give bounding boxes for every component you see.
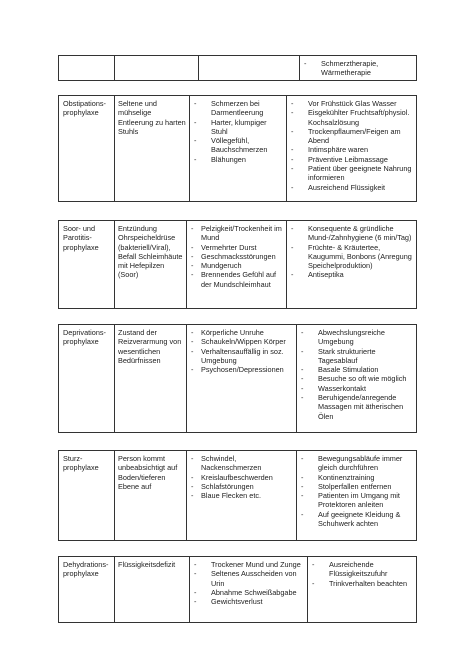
list-item: - Mundgeruch — [190, 261, 283, 270]
symptoms-cell — [199, 56, 300, 81]
list-item: - Konsequente & gründliche Mund-/Zahnhygiene (6 min/Tag) — [290, 224, 413, 243]
list-item: - Trockener Mund und Zunge — [193, 560, 304, 569]
table-row — [59, 221, 417, 309]
prophylaxe-table — [58, 95, 417, 202]
measures-cell — [287, 221, 417, 309]
list-item: - Blaue Flecken etc. — [190, 491, 293, 500]
symptoms-cell — [187, 325, 297, 433]
list-item: - Beruhigende/anregende Massagen mit ätherischen Ölen — [300, 393, 413, 421]
table-row — [59, 557, 417, 623]
cause-cell: Flüssigkeitsdefizit — [115, 557, 190, 623]
measures-cell — [297, 451, 417, 541]
prophylaxe-table — [58, 450, 417, 541]
prophylaxe-table — [58, 220, 417, 309]
prophylaxe-name: Dehydrations- prophylaxe — [59, 557, 115, 623]
list-item: - Kontinenztraining — [300, 473, 413, 482]
list-item: - Patient über geeignete Nahrung informieren — [290, 164, 413, 183]
list-item: - Kreislaufbeschwerden — [190, 473, 293, 482]
list-item: - Geschmacksstörungen — [190, 252, 283, 261]
cause-cell: Seltene und mühselige Entleerung zu harten Stuhls — [115, 96, 190, 202]
measures-cell — [300, 56, 417, 81]
list-item: - Pelzigkeit/Trockenheit im Mund — [190, 224, 283, 243]
list-item: - Psychosen/Depressionen — [190, 365, 293, 374]
cause-cell — [115, 56, 199, 81]
list-item: - Blähungen — [193, 155, 283, 164]
list-item: - Antiseptika — [290, 270, 413, 279]
prophylaxe-name — [59, 56, 115, 81]
list-item: - Seltenes Ausscheiden von Urin — [193, 569, 304, 588]
prophylaxe-name: Soor- und Parotitis- prophylaxe — [59, 221, 115, 309]
list-item: - Harter, klumpiger Stuhl — [193, 118, 283, 137]
list-item: - Abwechslungsreiche Umgebung — [300, 328, 413, 347]
prophylaxe-table — [58, 55, 417, 81]
list-item: - Besuche so oft wie möglich — [300, 374, 413, 383]
list-item: - Patienten im Umgang mit Protektoren anleiten — [300, 491, 413, 510]
symptoms-cell — [187, 451, 297, 541]
cause-cell: Person kommt unbeabsichtigt auf Boden/tieferen Ebene auf — [115, 451, 187, 541]
list-item: - Vermehrter Durst — [190, 243, 283, 252]
list-item: - Ausreichend Flüssigkeit — [290, 183, 413, 192]
list-item: - Früchte- & Kräutertee, Kaugummi, Bonbons (Anregung Speichelproduktion) — [290, 243, 413, 271]
list-item: - Schlafstörungen — [190, 482, 293, 491]
measures-cell — [287, 96, 417, 202]
symptoms-cell — [190, 96, 287, 202]
measures-cell — [297, 325, 417, 433]
list-item: - Auf geeignete Kleidung & Schuhwerk achten — [300, 510, 413, 529]
table-row — [59, 325, 417, 433]
list-item: - Bewegungsabläufe immer gleich durchführen — [300, 454, 413, 473]
list-item: - Schaukeln/Wippen Körper — [190, 337, 293, 346]
prophylaxe-table — [58, 324, 417, 433]
table-row — [59, 451, 417, 541]
list-item: - Vor Frühstück Glas Wasser — [290, 99, 413, 108]
symptoms-cell — [187, 221, 287, 309]
list-item: - Trinkverhalten beachten — [311, 579, 413, 588]
measures-cell — [308, 557, 417, 623]
list-item: - Gewichtsverlust — [193, 597, 304, 606]
list-item: - Basale Stimulation — [300, 365, 413, 374]
prophylaxe-name: Sturz- prophylaxe — [59, 451, 115, 541]
prophylaxe-table — [58, 556, 417, 623]
list-item: - Abnahme Schweißabgabe — [193, 588, 304, 597]
list-item: - Wasserkontakt — [300, 384, 413, 393]
list-item: - Völlegefühl, Bauchschmerzen — [193, 136, 283, 155]
list-item: - Schwindel, Nackenschmerzen — [190, 454, 293, 473]
list-item: - Intimsphäre waren — [290, 145, 413, 154]
symptoms-cell — [190, 557, 308, 623]
table-row — [59, 56, 417, 81]
list-item: - Körperliche Unruhe — [190, 328, 293, 337]
list-item: - Verhaltensauffällig in soz. Umgebung — [190, 347, 293, 366]
prophylaxe-name: Obstipations- prophylaxe — [59, 96, 115, 202]
table-row — [59, 96, 417, 202]
list-item: - Stolperfallen entfernen — [300, 482, 413, 491]
list-item: - Eisgekühlter Fruchtsaft/physiol. Kochsalzlösung — [290, 108, 413, 127]
cause-cell: Entzündung Ohrspeicheldrüse (bakteriell/Viral), Befall Schleimhäute mit Hefepilzen (Soor) — [115, 221, 187, 309]
cause-cell: Zustand der Reizverarmung von wesentlichen Bedürfnissen — [115, 325, 187, 433]
list-item: - Schmerztherapie, Wärmetherapie — [303, 59, 413, 78]
list-item: - Präventive Leibmassage — [290, 155, 413, 164]
list-item: - Brennendes Gefühl auf der Mundschleimhaut — [190, 270, 283, 289]
prophylaxe-name: Deprivations- prophylaxe — [59, 325, 115, 433]
list-item: - Schmerzen bei Darmentleerung — [193, 99, 283, 118]
list-item: - Stark strukturierte Tagesablauf — [300, 347, 413, 366]
list-item: - Trockenpflaumen/Feigen am Abend — [290, 127, 413, 146]
list-item: - Ausreichende Flüssigkeitszufuhr — [311, 560, 413, 579]
